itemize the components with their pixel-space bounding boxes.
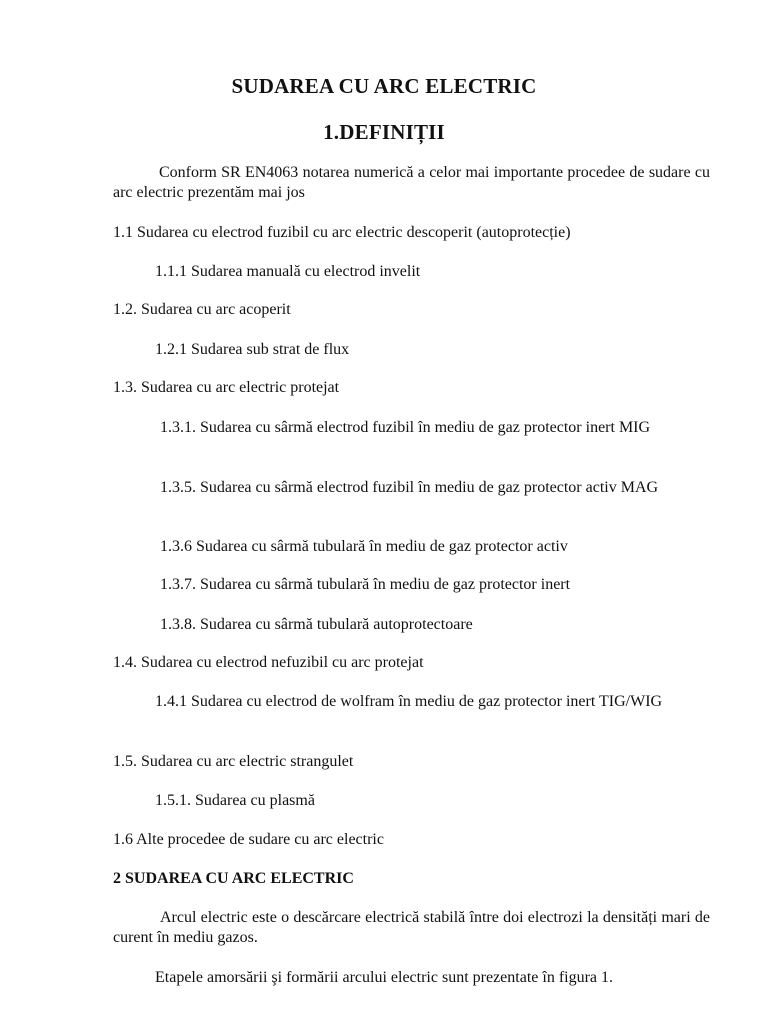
- list-item: 1.5.1. Sudarea cu plasmă: [155, 792, 315, 809]
- list-item: 1.6 Alte procedee de sudare cu arc electric: [113, 831, 384, 848]
- section-2-paragraph: Arcul electric este o descărcare electrică stabilă între doi electrozi la densități mari de curent în mediu gazos.: [113, 909, 710, 946]
- list-item: 1.4.1 Sudarea cu electrod de wolfram în mediu de gaz protector inert TIG/WIG: [155, 693, 663, 710]
- intro-paragraph: Conform SR EN4063 notarea numerică a celor mai importante procedee de sudare cu arc electric prezentăm mai jos: [113, 164, 710, 201]
- list-item: 1.3. Sudarea cu arc electric protejat: [113, 379, 340, 396]
- list-item: 1.3.5. Sudarea cu sârmă electrod fuzibil în mediu de gaz protector activ MAG: [160, 479, 659, 496]
- list-item: 1.3.8. Sudarea cu sârmă tubulară autoprotectoare: [160, 616, 473, 633]
- list-item: 1.5. Sudarea cu arc electric strangulet: [113, 753, 354, 770]
- list-item: 1.3.7. Sudarea cu sârmă tubulară în mediu de gaz protector inert: [160, 576, 571, 593]
- list-item: 1.2.1 Sudarea sub strat de flux: [155, 341, 350, 358]
- section-2-heading: 2 SUDAREA CU ARC ELECTRIC: [113, 870, 354, 887]
- section-2-paragraph: Etapele amorsării şi formării arcului electric sunt prezentate în figura 1.: [155, 969, 614, 986]
- list-item: 1.4. Sudarea cu electrod nefuzibil cu arc protejat: [113, 654, 424, 671]
- list-item: 1.1.1 Sudarea manuală cu electrod invelit: [155, 263, 421, 280]
- list-item: 1.3.1. Sudarea cu sârmă electrod fuzibil în mediu de gaz protector inert MIG: [160, 419, 651, 436]
- list-item: 1.1 Sudarea cu electrod fuzibil cu arc electric descoperit (autoprotecție): [113, 224, 571, 241]
- list-item: 1.3.6 Sudarea cu sârmă tubulară în mediu de gaz protector activ: [160, 538, 568, 555]
- section-1-heading: 1.DEFINIȚII: [323, 120, 445, 144]
- document-title: SUDAREA CU ARC ELECTRIC: [231, 74, 537, 98]
- list-item: 1.2. Sudarea cu arc acoperit: [113, 301, 291, 318]
